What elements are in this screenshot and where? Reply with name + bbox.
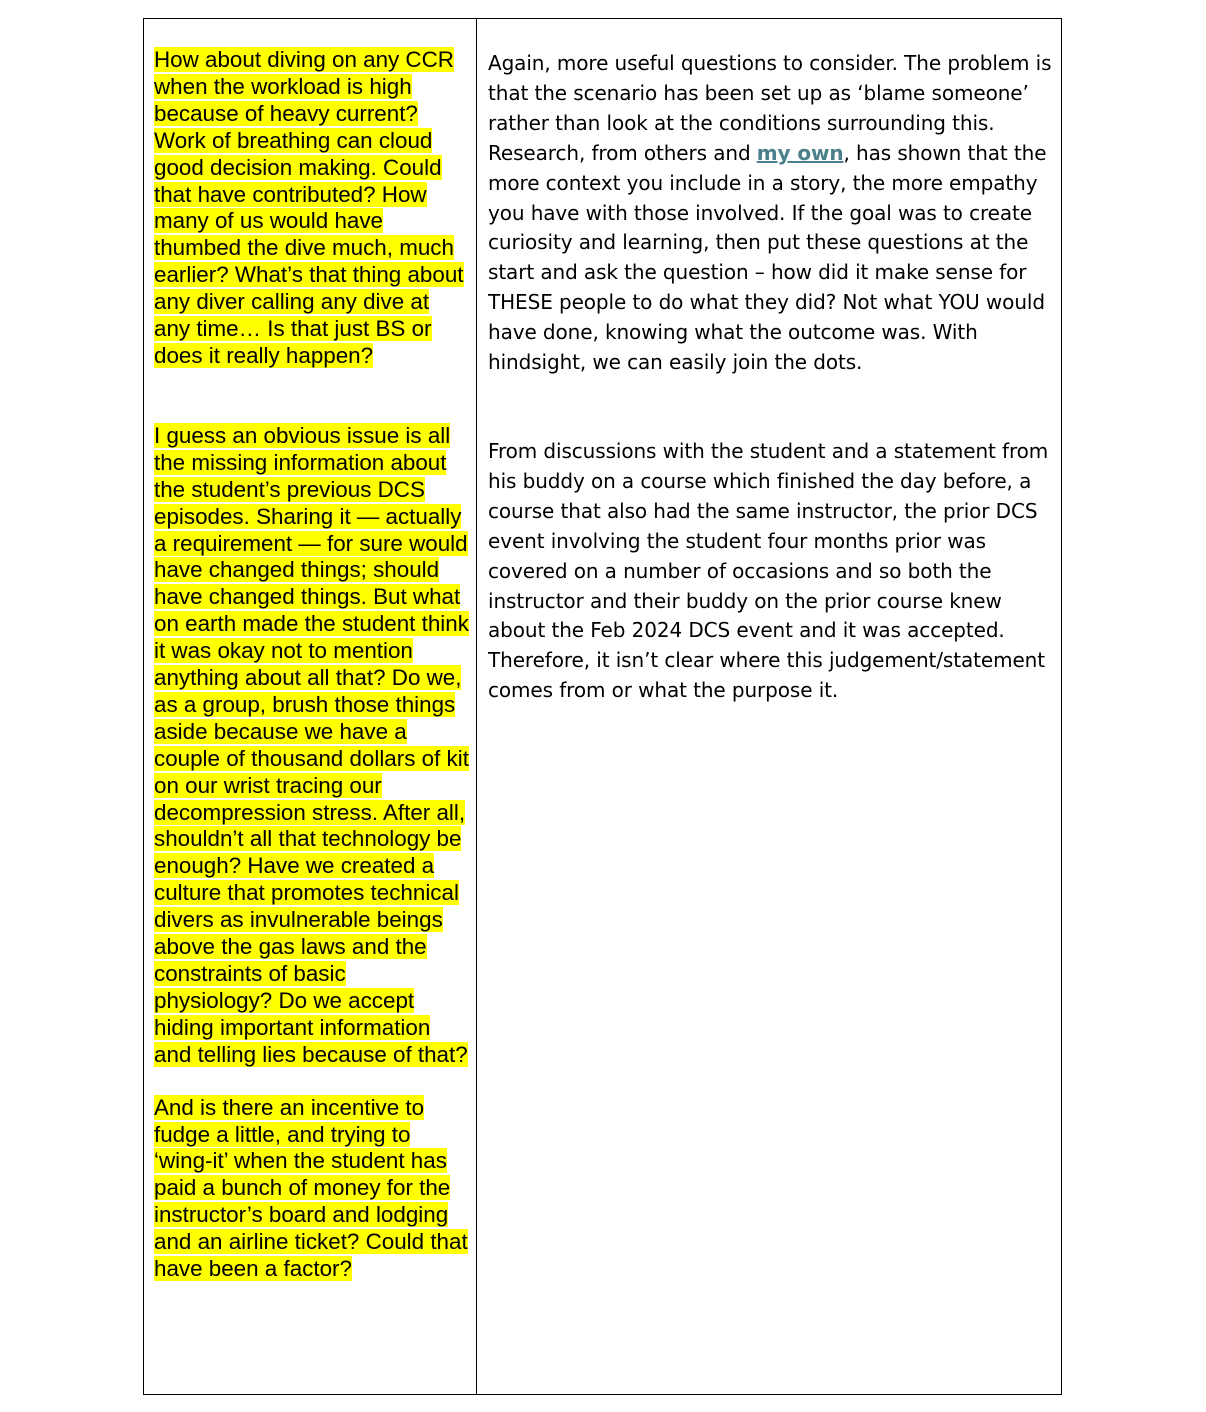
right-column xyxy=(488,49,1054,706)
paragraph-text: , has shown that the more context you include in a story, the more empathy you have with those involved. If the goal was to create curiosity and learning, then put these questions at the start and ask the question – how did it make sense for THESE people to do what they did? Not what YOU would have done, knowing what the outcome was. With hindsight, we can easily join the dots. xyxy=(488,140,1047,375)
left-paragraph-3 xyxy=(154,1095,470,1283)
right-paragraph-1 xyxy=(488,49,1054,378)
document-table xyxy=(143,18,1062,1395)
highlighted-text: I guess an obvious issue is all the missing information about the student’s previous DCS episodes. Sharing it — actually a requirement — for sure would have changed things; should have changed things. But what on earth made the student think it was okay not to mention anything about all that? Do we, as a group, brush those things aside because we have a couple of thousand dollars of kit on our wrist tracing our decompression stress. After all, shouldn’t all that technology be enough? Have we created a culture that promotes technical divers as invulnerable beings above the gas laws and the constraints of basic physiology? Do we accept hiding important information and telling lies because of that? xyxy=(154,422,469,1067)
highlighted-text: How about diving on any CCR when the workload is high because of heavy current? Work of breathing can cloud good decision making. Could that have contributed? How many of us would have thumbed the dive much, much earlier? What’s that thing about any diver calling any dive at any time… Is that just BS or does it really happen? xyxy=(154,47,464,368)
column-divider xyxy=(476,19,477,1394)
my-own-link[interactable]: my own xyxy=(756,140,844,165)
left-paragraph-1 xyxy=(154,47,470,370)
highlighted-text: And is there an incentive to fudge a little, and trying to ‘wing-it’ when the student has paid a bunch of money for the instructor’s board and lodging and an airline ticket? Could that have been a factor? xyxy=(154,1094,468,1282)
left-column xyxy=(154,47,470,1283)
right-paragraph-2: From discussions with the student and a statement from his buddy on a course which finished the day before, a course that also had the same instructor, the prior DCS event involving the student four months prior was covered on a number of occasions and so both the instructor and their buddy on the prior course knew about the Feb 2024 DCS event and it was accepted. Therefore, it isn’t clear where this judgement/statement comes from or what the purpose it. xyxy=(488,438,1049,703)
left-paragraph-2 xyxy=(154,423,470,1069)
paragraph-text: Again, more useful questions to consider. The problem is that the scenario has been set up as ‘blame someone’ rather than look at the conditions surrounding this. Research, from others and xyxy=(488,51,1052,165)
